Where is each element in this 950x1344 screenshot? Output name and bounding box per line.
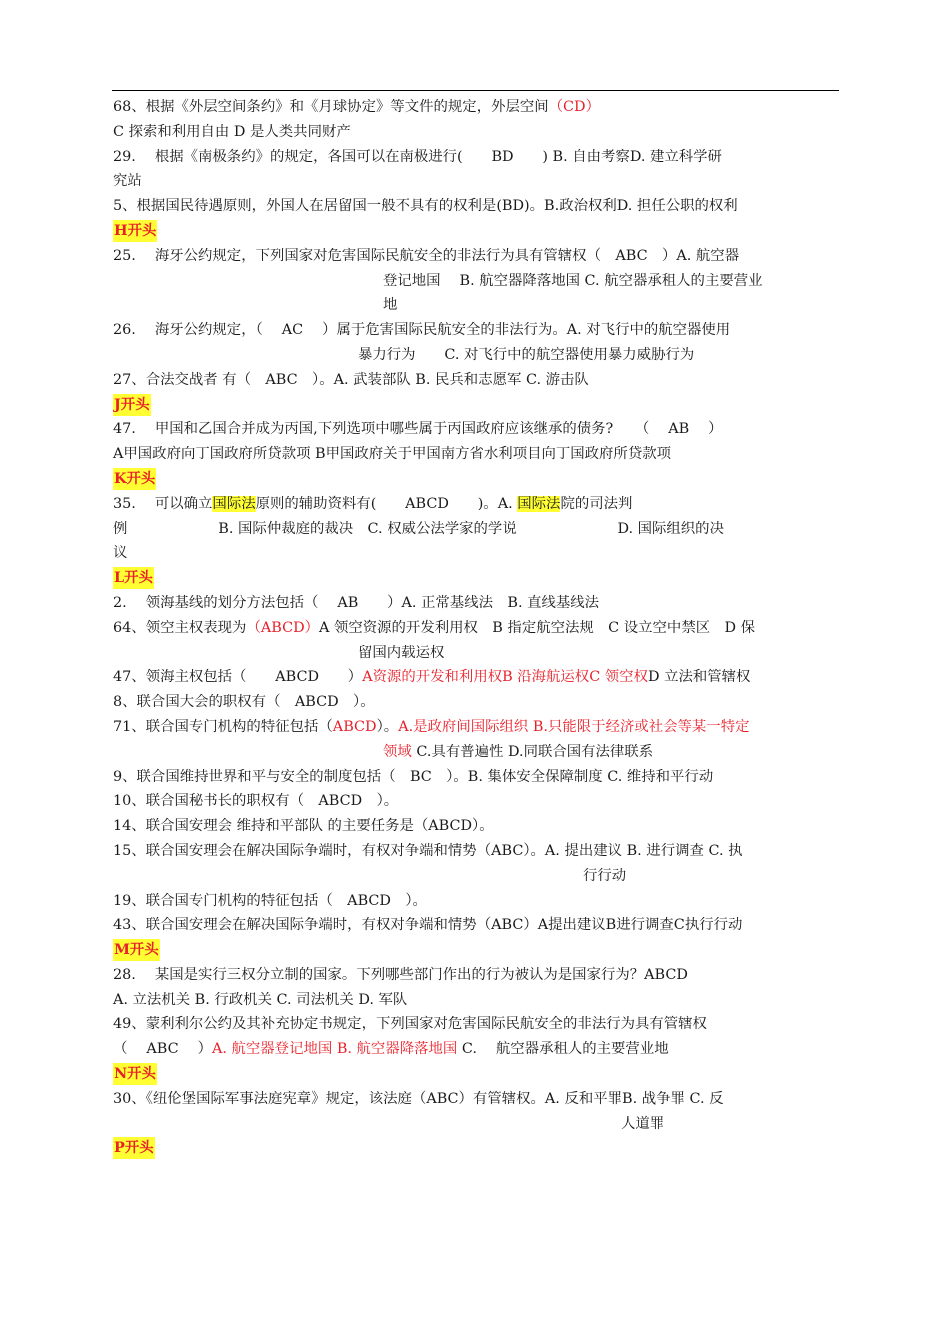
q26-cont: 暴力行为 C. 对飞行中的航空器使用暴力威胁行为 — [358, 346, 695, 363]
section-heading-h: H开头 — [113, 220, 157, 242]
q64-cont: 留国内载运权 — [358, 644, 445, 661]
q14-line: 14、联合国安理会 维持和平部队 的主要任务是（ABCD）。 — [113, 818, 494, 835]
q30-line: 30、《纽伦堡国际军事法庭宪章》规定，该法庭（ABC）有管辖权。A. 反和平罪B. 战争罪 C. 反 — [113, 1090, 724, 1107]
header-rule — [112, 90, 839, 91]
q28-cont: A. 立法机关 B. 行政机关 C. 司法机关 D. 军队 — [113, 991, 408, 1008]
q25-cont2: 地 — [383, 297, 398, 314]
q47-cont: A甲国政府向丁国政府所贷款项 B甲国政府关于甲国南方省水利项目向丁国政府所贷款项 — [113, 446, 671, 463]
section-heading-m: M开头 — [113, 939, 160, 961]
q26-line: 26. 海牙公约规定，（ AC ）属于危害国际民航安全的非法行为。A. 对飞行中的航空器使用 — [113, 322, 731, 339]
q35-cont: 例 B. 国际仲裁庭的裁决 C. 权威公法学家的学说 D. 国际组织的决 — [113, 520, 724, 537]
q5-line: 5、根据国民待遇原则，外国人在居留国一般不具有的权利是(BD)。B.政治权利D. 担任公职的权利 — [113, 198, 738, 215]
answer-abcd: （ABCD） — [246, 619, 320, 636]
q47-line: 47. 甲国和乙国合并成为丙国,下列选项中哪些属于丙国政府应该继承的债务? （ AB ） — [113, 421, 723, 438]
answer-abcd: ABCD — [332, 718, 377, 735]
q28-line: 28. 某国是实行三权分立制的国家。下列哪些部门作出的行为被认为是国家行为？ABCD — [113, 966, 688, 983]
q64-line: 64、领空主权表现为（ABCD）A 领空资源的开发利用权 B 指定航空法规 C 设立空中禁区 D 保 — [113, 619, 755, 636]
q43-line: 43、联合国安理会在解决国际争端时，有权对争端和情势（ABC）A提出建议B进行调查C执行行动 — [113, 917, 743, 934]
answer-text: A资源的开发和利用权B 沿海航运权C 领空权 — [362, 669, 648, 686]
q19-line: 19、联合国专门机构的特征包括（ ABCD ）。 — [113, 892, 427, 909]
section-heading-p: P开头 — [113, 1137, 155, 1159]
q47b-line: 47、领海主权包括（ ABCD ）A资源的开发和利用权B 沿海航运权C 领空权D 立法和管辖权 — [113, 669, 751, 686]
q35-cont2: 议 — [113, 545, 128, 562]
answer-text: A.是政府间国际组织 B.只能限于经济或社会等某一特定 — [398, 718, 750, 735]
q29-cont: 究站 — [113, 173, 142, 190]
q68-line: 68、根据《外层空间条约》和《月球协定》等文件的规定，外层空间（CD） — [113, 99, 600, 115]
answer-text: A. 航空器登记地国 B. 航空器降落地国 — [211, 1041, 458, 1058]
q15-cont: 行行动 — [583, 867, 627, 884]
document-body — [113, 95, 839, 1161]
section-heading-n: N开头 — [113, 1063, 157, 1085]
q71-line: 71、联合国专门机构的特征包括（ABCD）。A.是政府间国际组织 B.只能限于经济或社会等某一特定 — [113, 718, 750, 735]
section-heading-l: L开头 — [113, 567, 154, 589]
q29-line: 29. 根据《南极条约》的规定，各国可以在南极进行( BD ) B. 自由考察D. 建立科学研 — [113, 148, 722, 165]
q27-line: 27、合法交战者 有（ ABC ）。A. 武装部队 B. 民兵和志愿军 C. 游击队 — [113, 371, 589, 388]
highlight-term: 国际法 — [212, 495, 256, 512]
q8-line: 8、联合国大会的职权有（ ABCD ）。 — [113, 694, 375, 711]
q30-cont: 人道罪 — [621, 1115, 665, 1132]
q25-line: 25. 海牙公约规定，下列国家对危害国际民航安全的非法行为具有管辖权（ ABC ）A. 航空器 — [113, 247, 740, 264]
q10-line: 10、联合国秘书长的职权有（ ABCD ）。 — [113, 793, 399, 810]
q68-options: C 探索和利用自由 D 是人类共同财产 — [113, 123, 351, 140]
q35-line: 35. 可以确立国际法原则的辅助资料有( ABCD )。A. 国际法院的司法判 — [113, 495, 633, 512]
q71-cont: 领域 C.具有普遍性 D.同联合国有法律联系 — [383, 743, 654, 760]
section-heading-k: K开头 — [113, 468, 156, 490]
section-heading-j: J开头 — [113, 394, 151, 416]
q9-line: 9、联合国维持世界和平与安全的制度包括（ BC ）。B. 集体安全保障制度 C. 维持和平行动 — [113, 768, 714, 785]
q49-line: 49、蒙利利尔公约及其补充协定书规定，下列国家对危害国际民航安全的非法行为具有管辖权 — [113, 1016, 707, 1033]
q25-cont: 登记地国 B. 航空器降落地国 C. 航空器承租人的主要营业 — [383, 272, 763, 289]
q2-line: 2. 领海基线的划分方法包括（ AB ）A. 正常基线法 B. 直线基线法 — [113, 594, 600, 611]
q49-cont: （ ABC ）A. 航空器登记地国 B. 航空器降落地国 C. 航空器承租人的主要营业地 — [113, 1041, 669, 1058]
answer-cd: （CD） — [548, 99, 600, 115]
highlight-term: 国际法 — [517, 495, 561, 512]
q15-line: 15、联合国安理会在解决国际争端时，有权对争端和情势（ABC）。A. 提出建议 B. 进行调查 C. 执 — [113, 842, 743, 859]
